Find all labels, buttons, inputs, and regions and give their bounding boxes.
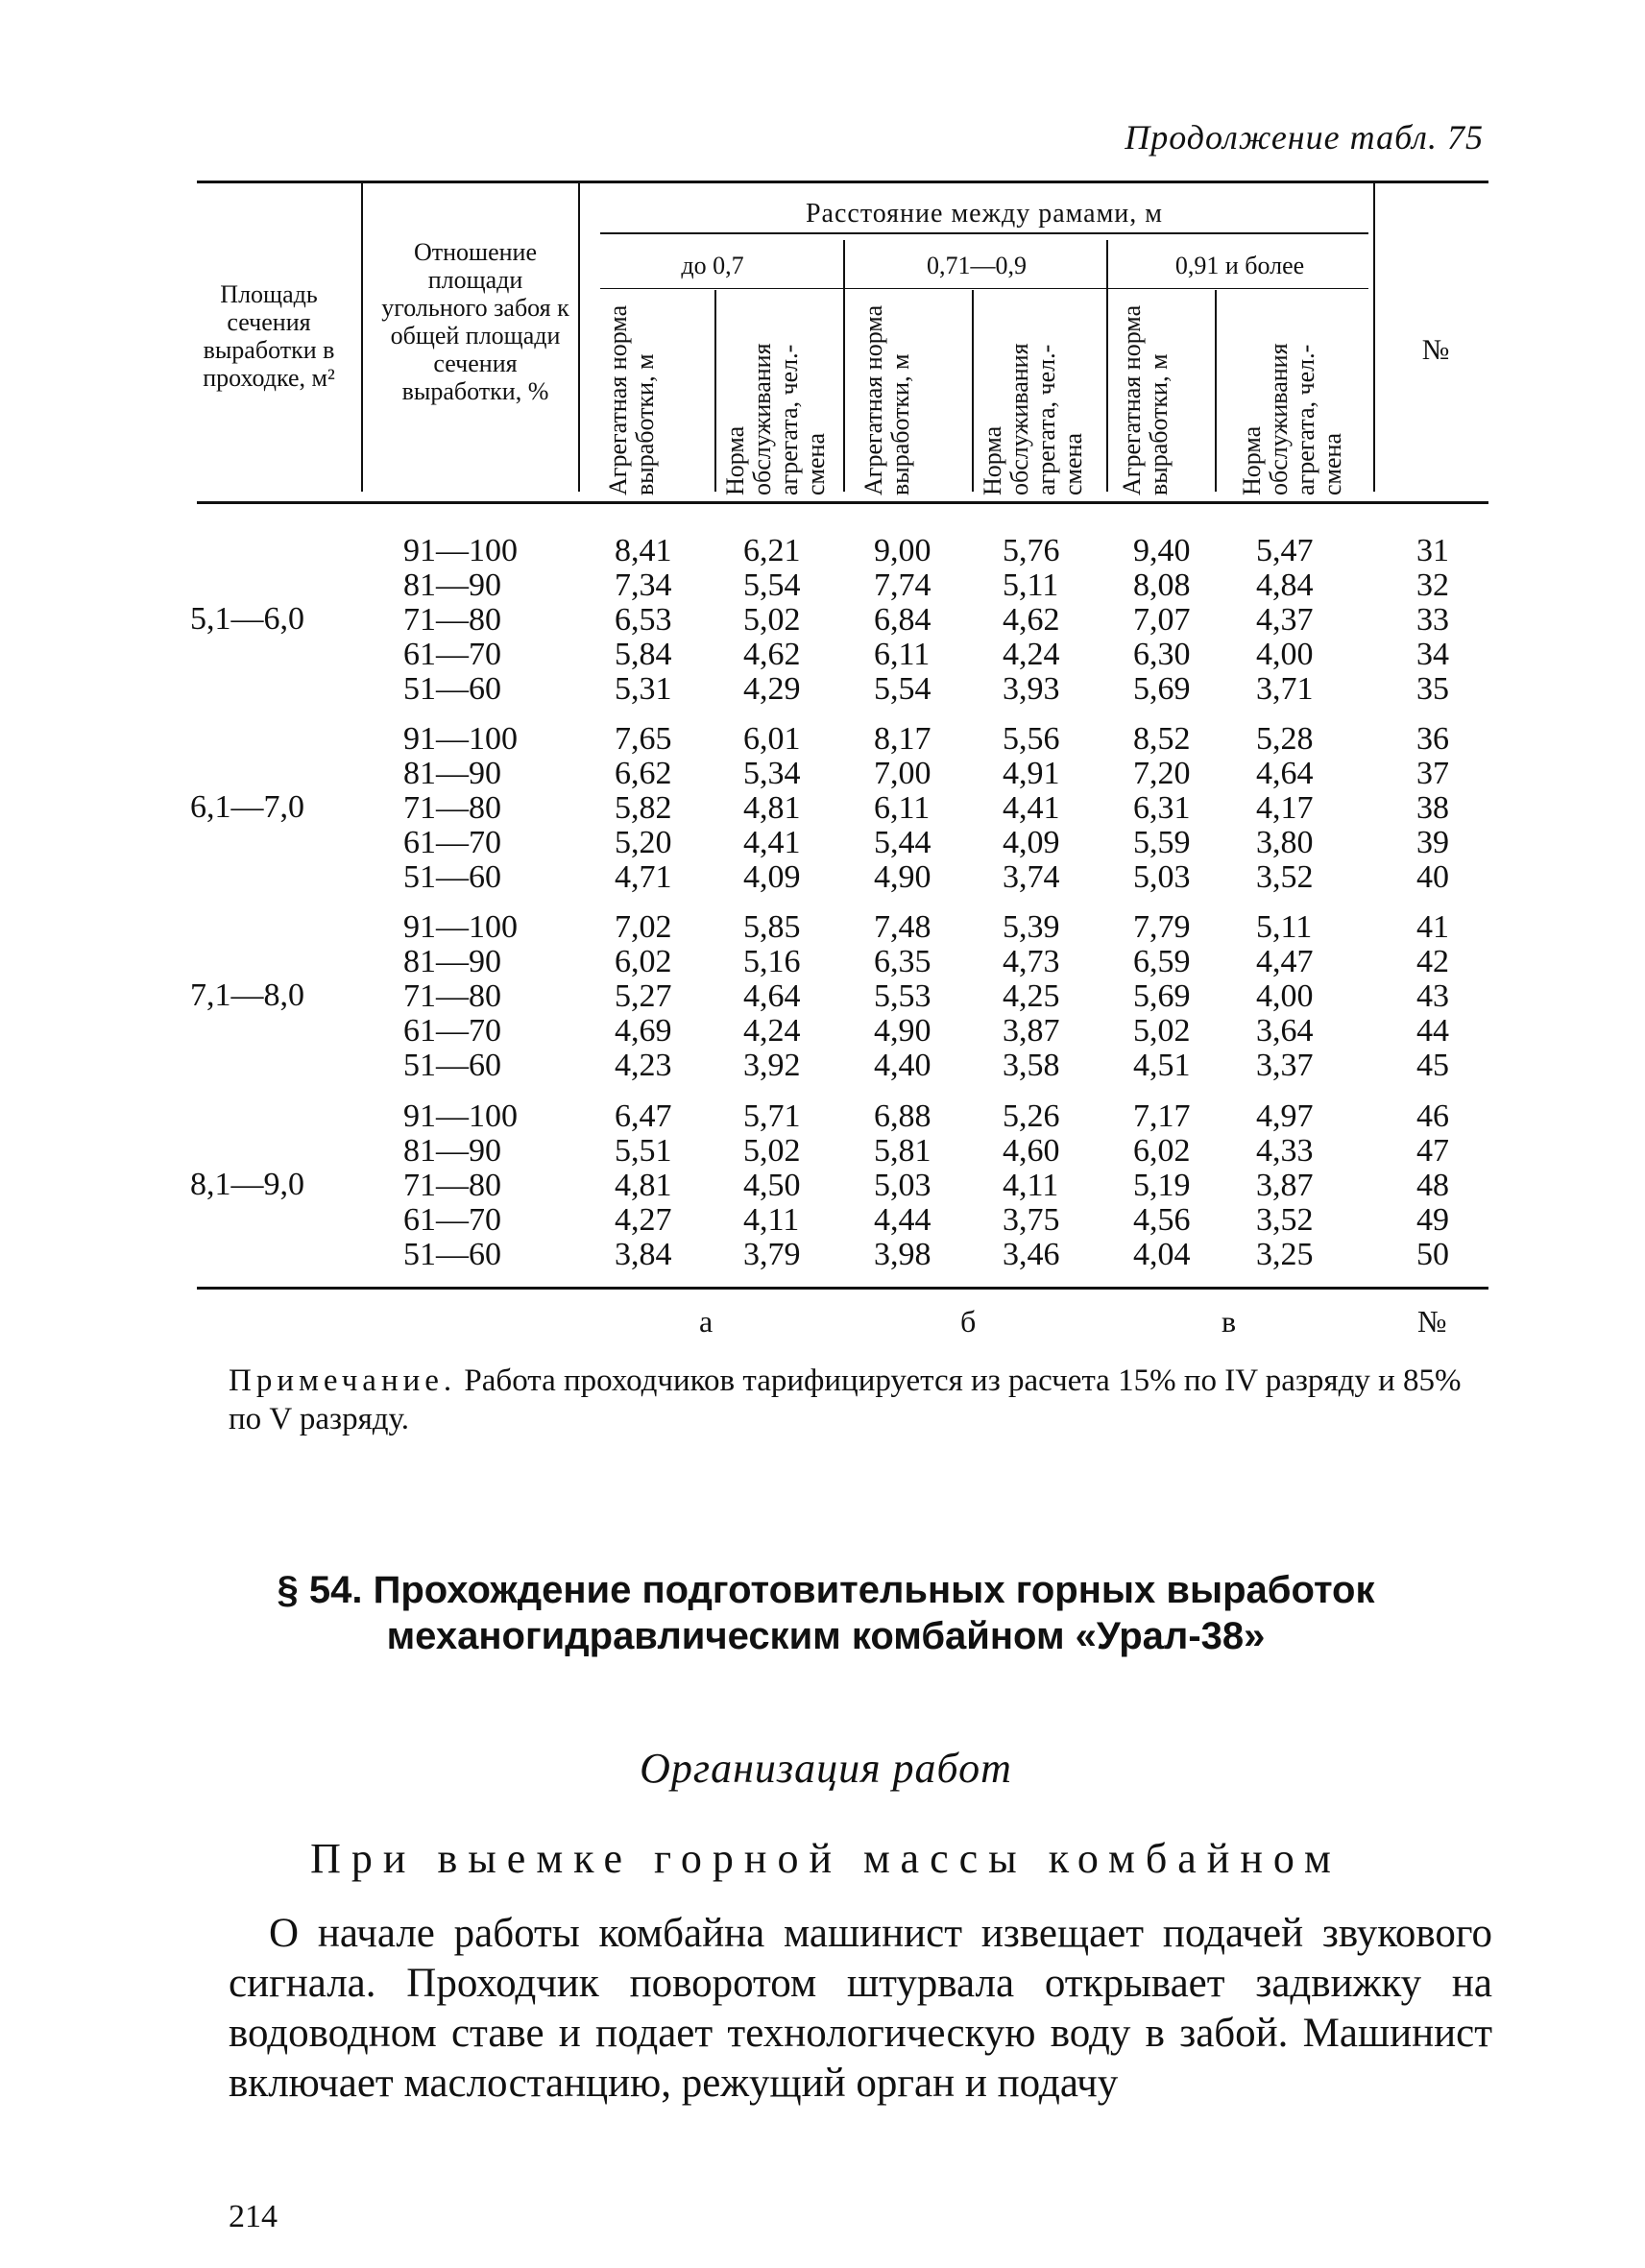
value-cell: 4,62 <box>743 637 801 672</box>
table-bottom-rule <box>197 1287 1488 1290</box>
footer-letter-b: б <box>960 1304 977 1339</box>
value-cell: 6,21 <box>743 533 801 568</box>
value-cell: 4,84 <box>1256 567 1314 603</box>
header-group-2: 0,71—0,9 <box>927 252 1027 279</box>
area-label: 8,1—9,0 <box>190 1167 304 1202</box>
value-cell: 4,24 <box>743 1013 801 1049</box>
value-cell: 4,60 <box>1003 1133 1060 1169</box>
value-cell: 5,44 <box>874 825 931 860</box>
value-cell: 7,48 <box>874 909 931 945</box>
value-cell: 3,71 <box>1256 671 1314 707</box>
row-number-cell: 41 <box>1416 909 1449 945</box>
row-number-cell: 50 <box>1416 1237 1449 1272</box>
value-cell: 7,79 <box>1133 909 1191 945</box>
value-cell: 7,00 <box>874 756 931 791</box>
value-cell: 7,65 <box>615 721 672 757</box>
value-cell: 5,53 <box>874 978 931 1014</box>
value-cell: 4,81 <box>615 1168 672 1203</box>
ratio-cell: 71—80 <box>403 978 501 1014</box>
ratio-cell: 71—80 <box>403 602 501 638</box>
vline-area <box>361 182 363 492</box>
footer-letter-a: а <box>699 1304 714 1339</box>
footer-letter-no: № <box>1417 1304 1447 1339</box>
distance-underline <box>600 232 1368 234</box>
value-cell: 3,52 <box>1256 859 1314 895</box>
value-cell: 5,31 <box>615 671 672 707</box>
row-number-cell: 39 <box>1416 825 1449 860</box>
row-number-cell: 45 <box>1416 1048 1449 1083</box>
header-no: № <box>1421 334 1450 366</box>
footer-letter-v: в <box>1222 1304 1237 1339</box>
value-cell: 3,25 <box>1256 1237 1314 1272</box>
value-cell: 6,47 <box>615 1098 672 1134</box>
ratio-cell: 81—90 <box>403 1133 501 1169</box>
vline-g2 <box>1106 240 1108 492</box>
value-cell: 6,88 <box>874 1098 931 1134</box>
value-cell: 6,02 <box>1133 1133 1191 1169</box>
value-cell: 3,87 <box>1256 1168 1314 1203</box>
value-cell: 4,47 <box>1256 944 1314 979</box>
row-number-cell: 44 <box>1416 1013 1449 1049</box>
value-cell: 4,64 <box>743 978 801 1014</box>
value-cell: 3,58 <box>1003 1048 1060 1083</box>
value-cell: 3,64 <box>1256 1013 1314 1049</box>
table-header-bottom-rule <box>197 501 1488 504</box>
value-cell: 5,84 <box>615 637 672 672</box>
area-label: 6,1—7,0 <box>190 789 304 825</box>
value-cell: 6,59 <box>1133 944 1191 979</box>
row-number-cell: 36 <box>1416 721 1449 757</box>
ratio-cell: 61—70 <box>403 825 501 860</box>
value-cell: 4,73 <box>1003 944 1060 979</box>
vline-g1 <box>843 240 845 492</box>
value-cell: 4,71 <box>615 859 672 895</box>
ratio-cell: 51—60 <box>403 1048 501 1083</box>
header-ratio: Отношение площади угольного забоя к общей площади сечения выработки, % <box>381 238 569 405</box>
value-cell: 5,11 <box>1003 567 1059 603</box>
value-cell: 5,47 <box>1256 533 1314 568</box>
value-cell: 4,41 <box>1003 790 1060 826</box>
value-cell: 4,40 <box>874 1048 931 1083</box>
value-cell: 4,56 <box>1133 1202 1191 1238</box>
value-cell: 3,93 <box>1003 671 1060 707</box>
ratio-cell: 91—100 <box>403 533 518 568</box>
groups-underline <box>600 288 1368 289</box>
value-cell: 7,74 <box>874 567 931 603</box>
row-number-cell: 48 <box>1416 1168 1449 1203</box>
vline-g3-inner <box>1215 290 1217 492</box>
value-cell: 5,19 <box>1133 1168 1191 1203</box>
value-cell: 5,27 <box>615 978 672 1014</box>
ratio-cell: 91—100 <box>403 909 518 945</box>
value-cell: 7,34 <box>615 567 672 603</box>
value-cell: 3,46 <box>1003 1237 1060 1272</box>
value-cell: 7,07 <box>1133 602 1191 638</box>
value-cell: 3,74 <box>1003 859 1060 895</box>
subheading: Организация работ <box>640 1745 1012 1792</box>
value-cell: 5,34 <box>743 756 801 791</box>
value-cell: 4,64 <box>1256 756 1314 791</box>
row-number-cell: 34 <box>1416 637 1449 672</box>
header-group-1: до 0,7 <box>681 252 744 279</box>
value-cell: 6,02 <box>615 944 672 979</box>
value-cell: 5,54 <box>874 671 931 707</box>
value-cell: 4,24 <box>1003 637 1060 672</box>
header-distance: Расстояние между рамами, м <box>805 199 1163 229</box>
value-cell: 4,37 <box>1256 602 1314 638</box>
row-number-cell: 42 <box>1416 944 1449 979</box>
value-cell: 6,30 <box>1133 637 1191 672</box>
ratio-cell: 51—60 <box>403 859 501 895</box>
value-cell: 3,79 <box>743 1237 801 1272</box>
ratio-cell: 91—100 <box>403 721 518 757</box>
value-cell: 4,04 <box>1133 1237 1191 1272</box>
value-cell: 8,17 <box>874 721 931 757</box>
value-cell: 5,82 <box>615 790 672 826</box>
value-cell: 4,11 <box>743 1202 800 1238</box>
value-cell: 4,33 <box>1256 1133 1314 1169</box>
value-cell: 3,84 <box>615 1237 672 1272</box>
value-cell: 6,11 <box>874 790 931 826</box>
value-cell: 4,25 <box>1003 978 1060 1014</box>
value-cell: 7,20 <box>1133 756 1191 791</box>
table-continuation-label: Продолжение табл. 75 <box>1125 118 1484 157</box>
value-cell: 8,52 <box>1133 721 1191 757</box>
subheader-service-b: Норма обслуживания агрегата, чел.-смена <box>979 343 1087 495</box>
vline-ratio <box>578 182 580 492</box>
ratio-cell: 71—80 <box>403 790 501 826</box>
value-cell: 4,69 <box>615 1013 672 1049</box>
value-cell: 4,50 <box>743 1168 801 1203</box>
value-cell: 5,16 <box>743 944 801 979</box>
row-number-cell: 31 <box>1416 533 1449 568</box>
subheader-rate-c: Агрегатная норма выработки, м <box>1118 304 1173 495</box>
row-number-cell: 46 <box>1416 1098 1449 1134</box>
value-cell: 5,76 <box>1003 533 1060 568</box>
area-label: 7,1—8,0 <box>190 977 304 1013</box>
subheader-rate-a: Агрегатная норма выработки, м <box>604 304 659 495</box>
value-cell: 6,35 <box>874 944 931 979</box>
page-number: 214 <box>229 2199 278 2234</box>
value-cell: 9,40 <box>1133 533 1191 568</box>
ratio-cell: 51—60 <box>403 671 501 707</box>
row-number-cell: 47 <box>1416 1133 1449 1169</box>
header-group-3: 0,91 и более <box>1174 252 1305 279</box>
value-cell: 5,20 <box>615 825 672 860</box>
note-text: Работа проходчиков тарифицируется из расчета 15% по IV разряду и 85% по V разряду. <box>229 1363 1462 1436</box>
value-cell: 5,71 <box>743 1098 801 1134</box>
value-cell: 3,37 <box>1256 1048 1314 1083</box>
value-cell: 3,98 <box>874 1237 931 1272</box>
value-cell: 3,87 <box>1003 1013 1060 1049</box>
row-number-cell: 33 <box>1416 602 1449 638</box>
value-cell: 6,01 <box>743 721 801 757</box>
value-cell: 4,90 <box>874 859 931 895</box>
value-cell: 5,02 <box>743 1133 801 1169</box>
ratio-cell: 61—70 <box>403 637 501 672</box>
value-cell: 7,17 <box>1133 1098 1191 1134</box>
value-cell: 5,81 <box>874 1133 931 1169</box>
subheader-rate-b: Агрегатная норма выработки, м <box>859 304 914 495</box>
value-cell: 8,41 <box>615 533 672 568</box>
value-cell: 4,44 <box>874 1202 931 1238</box>
value-cell: 5,69 <box>1133 671 1191 707</box>
value-cell: 4,00 <box>1256 637 1314 672</box>
row-number-cell: 35 <box>1416 671 1449 707</box>
value-cell: 4,00 <box>1256 978 1314 1014</box>
table-note <box>229 1362 1492 1438</box>
section-heading: § 54. Прохождение подготовительных горных выработок механогидравлическим комбайном «Урал-38» <box>277 1569 1375 1657</box>
value-cell: 4,81 <box>743 790 801 826</box>
vline-g2-inner <box>972 290 974 492</box>
value-cell: 4,23 <box>615 1048 672 1083</box>
value-cell: 5,69 <box>1133 978 1191 1014</box>
row-number-cell: 40 <box>1416 859 1449 895</box>
ratio-cell: 81—90 <box>403 567 501 603</box>
value-cell: 5,28 <box>1256 721 1314 757</box>
value-cell: 4,27 <box>615 1202 672 1238</box>
value-cell: 4,29 <box>743 671 801 707</box>
subheader-service-a: Норма обслуживания агрегата, чел.-смена <box>721 343 830 495</box>
value-cell: 5,54 <box>743 567 801 603</box>
ratio-cell: 81—90 <box>403 756 501 791</box>
value-cell: 5,39 <box>1003 909 1060 945</box>
value-cell: 4,51 <box>1133 1048 1191 1083</box>
body-paragraph: О начале работы комбайна машинист извещает подачей звукового сигнала. Проходчик поворотом штурвала открывает задвижку на водоводном ставе и подает технологическую воду в забой. Машинист включает маслостанцию, режущий орган и подачу <box>229 1911 1492 2106</box>
value-cell: 6,11 <box>874 637 931 672</box>
row-number-cell: 37 <box>1416 756 1449 791</box>
value-cell: 5,03 <box>874 1168 931 1203</box>
vline-g1-inner <box>714 290 716 492</box>
value-cell: 5,59 <box>1133 825 1191 860</box>
value-cell: 3,75 <box>1003 1202 1060 1238</box>
value-cell: 4,11 <box>1003 1168 1059 1203</box>
value-cell: 4,41 <box>743 825 801 860</box>
header-area: Площадь сечения выработки в проходке, м² <box>203 280 335 392</box>
value-cell: 4,62 <box>1003 602 1060 638</box>
value-cell: 3,92 <box>743 1048 801 1083</box>
value-cell: 9,00 <box>874 533 931 568</box>
value-cell: 6,53 <box>615 602 672 638</box>
row-number-cell: 38 <box>1416 790 1449 826</box>
ratio-cell: 61—70 <box>403 1202 501 1238</box>
value-cell: 8,08 <box>1133 567 1191 603</box>
value-cell: 4,97 <box>1256 1098 1314 1134</box>
table-top-rule <box>197 181 1488 183</box>
value-cell: 4,90 <box>874 1013 931 1049</box>
spaced-heading: При выемке горной массы комбайном <box>310 1835 1342 1882</box>
area-label: 5,1—6,0 <box>190 601 304 637</box>
value-cell: 4,09 <box>743 859 801 895</box>
value-cell: 5,26 <box>1003 1098 1060 1134</box>
value-cell: 4,91 <box>1003 756 1060 791</box>
value-cell: 5,56 <box>1003 721 1060 757</box>
note-label: Примечание. <box>229 1363 457 1398</box>
value-cell: 5,51 <box>615 1133 672 1169</box>
value-cell: 5,02 <box>743 602 801 638</box>
value-cell: 3,80 <box>1256 825 1314 860</box>
row-number-cell: 49 <box>1416 1202 1449 1238</box>
value-cell: 5,03 <box>1133 859 1191 895</box>
value-cell: 3,52 <box>1256 1202 1314 1238</box>
value-cell: 5,11 <box>1256 909 1313 945</box>
value-cell: 5,02 <box>1133 1013 1191 1049</box>
ratio-cell: 91—100 <box>403 1098 518 1134</box>
value-cell: 4,17 <box>1256 790 1314 826</box>
value-cell: 6,31 <box>1133 790 1191 826</box>
value-cell: 4,09 <box>1003 825 1060 860</box>
vline-no <box>1373 182 1375 492</box>
row-number-cell: 43 <box>1416 978 1449 1014</box>
value-cell: 6,62 <box>615 756 672 791</box>
value-cell: 6,84 <box>874 602 931 638</box>
value-cell: 7,02 <box>615 909 672 945</box>
row-number-cell: 32 <box>1416 567 1449 603</box>
ratio-cell: 51—60 <box>403 1237 501 1272</box>
ratio-cell: 81—90 <box>403 944 501 979</box>
subheader-service-c: Норма обслуживания агрегата, чел.-смена <box>1238 343 1346 495</box>
value-cell: 5,85 <box>743 909 801 945</box>
ratio-cell: 71—80 <box>403 1168 501 1203</box>
ratio-cell: 61—70 <box>403 1013 501 1049</box>
